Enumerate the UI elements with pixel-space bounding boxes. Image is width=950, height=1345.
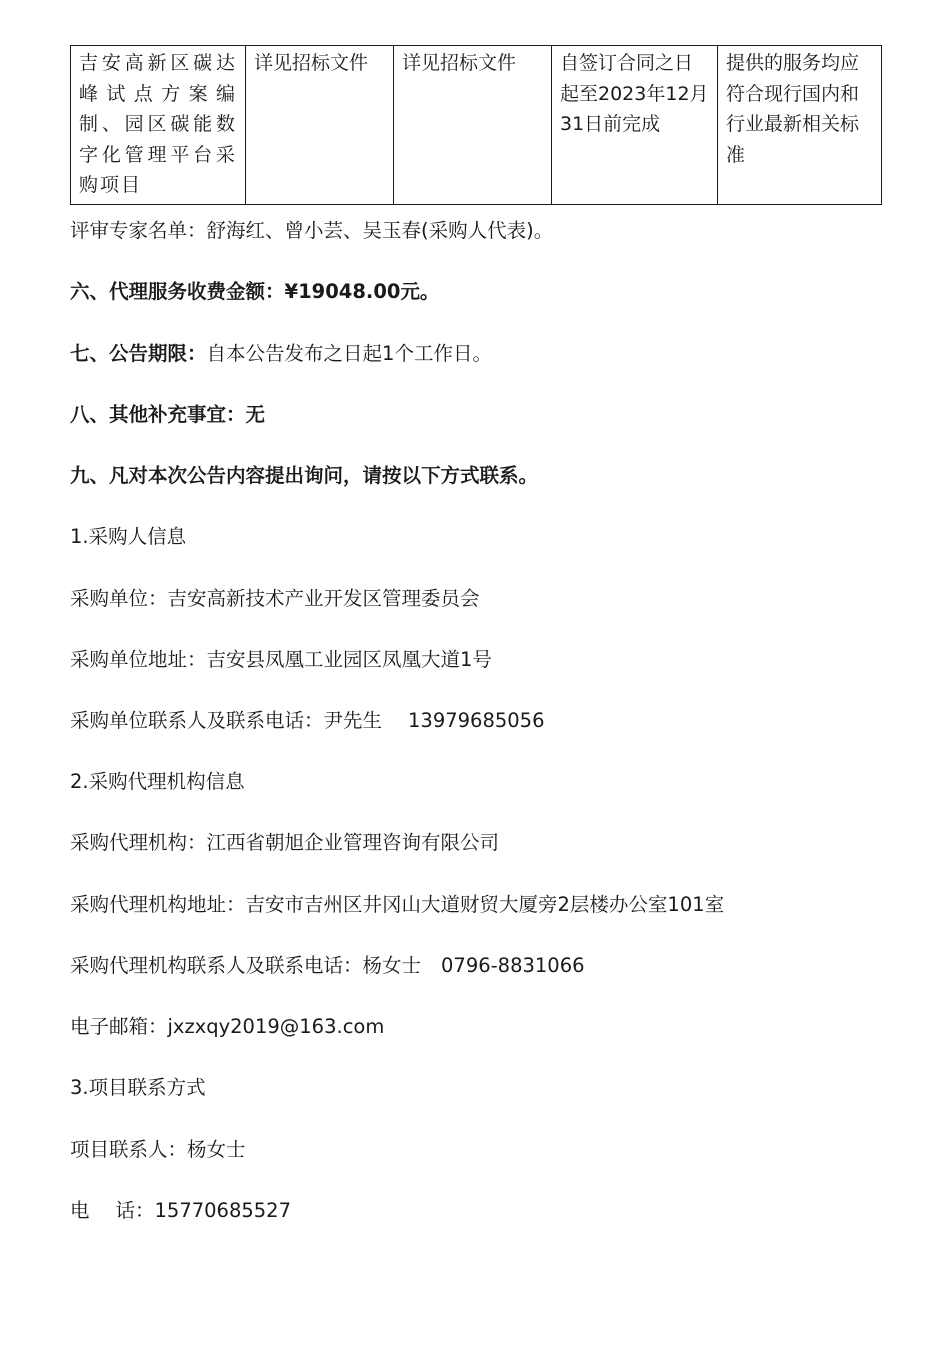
- agency-contact: [70, 953, 585, 979]
- purchaser-address: 采购单位地址：吉安县凤凰工业园区凤凰大道1号: [70, 648, 492, 671]
- phone-label-2: 话：15770685527: [115, 1199, 291, 1222]
- agency-name: 采购代理机构：江西省朝旭企业管理咨询有限公司: [70, 831, 500, 854]
- period-cell: 自签订合同之日起至2023年12月31日前完成: [552, 46, 718, 205]
- quantity-cell: 详见招标文件: [394, 46, 552, 205]
- agency-address: 采购代理机构地址：吉安市吉州区井冈山大道财贸大厦旁2层楼办公室101室: [70, 893, 725, 916]
- agency-heading: 2.采购代理机构信息: [70, 770, 245, 793]
- content-cell: 详见招标文件: [246, 46, 394, 205]
- table-row: [71, 46, 882, 205]
- experts-list: 评审专家名单：舒海红、曾小芸、吴玉春(采购人代表)。: [70, 219, 554, 242]
- purchaser-contact: [70, 708, 545, 734]
- phone-label-1: 电: [70, 1199, 90, 1222]
- purchaser-heading: 1.采购人信息: [70, 525, 187, 548]
- project-contact-person: 项目联系人：杨女士: [70, 1138, 246, 1161]
- agency-email: 电子邮箱：jxzxqy2019@163.com: [70, 1015, 385, 1038]
- section-8-other: 八、其他补充事宜：无: [70, 403, 266, 426]
- section-9-contact: 九、凡对本次公告内容提出询问，请按以下方式联系。: [70, 464, 539, 487]
- section-7-period: [70, 341, 492, 367]
- section-7-heading: 七、公告期限: [70, 342, 188, 365]
- section-7-text: 自本公告发布之日起1个工作日。: [206, 342, 492, 365]
- project-contact-heading: 3.项目联系方式: [70, 1076, 206, 1099]
- section-7-colon: ：: [187, 342, 207, 365]
- project-name-cell: 吉安高新区碳达峰试点方案编制、园区碳能数字化管理平台采购项目: [71, 46, 246, 205]
- project-contact-phone: [70, 1198, 291, 1224]
- purchaser-unit: 采购单位：吉安高新技术产业开发区管理委员会: [70, 587, 480, 610]
- purchaser-phone: 13979685056: [408, 709, 545, 732]
- agency-contact-label: 采购代理机构联系人及联系电话：杨女士: [70, 954, 422, 977]
- purchaser-contact-label: 采购单位联系人及联系电话：尹先生: [70, 709, 383, 732]
- procurement-table: [70, 45, 882, 205]
- agency-phone: 0796-8831066: [441, 954, 585, 977]
- section-6-fee: 六、代理服务收费金额：¥19048.00元。: [70, 280, 440, 303]
- standard-cell: 提供的服务均应符合现行国内和行业最新相关标准: [718, 46, 882, 205]
